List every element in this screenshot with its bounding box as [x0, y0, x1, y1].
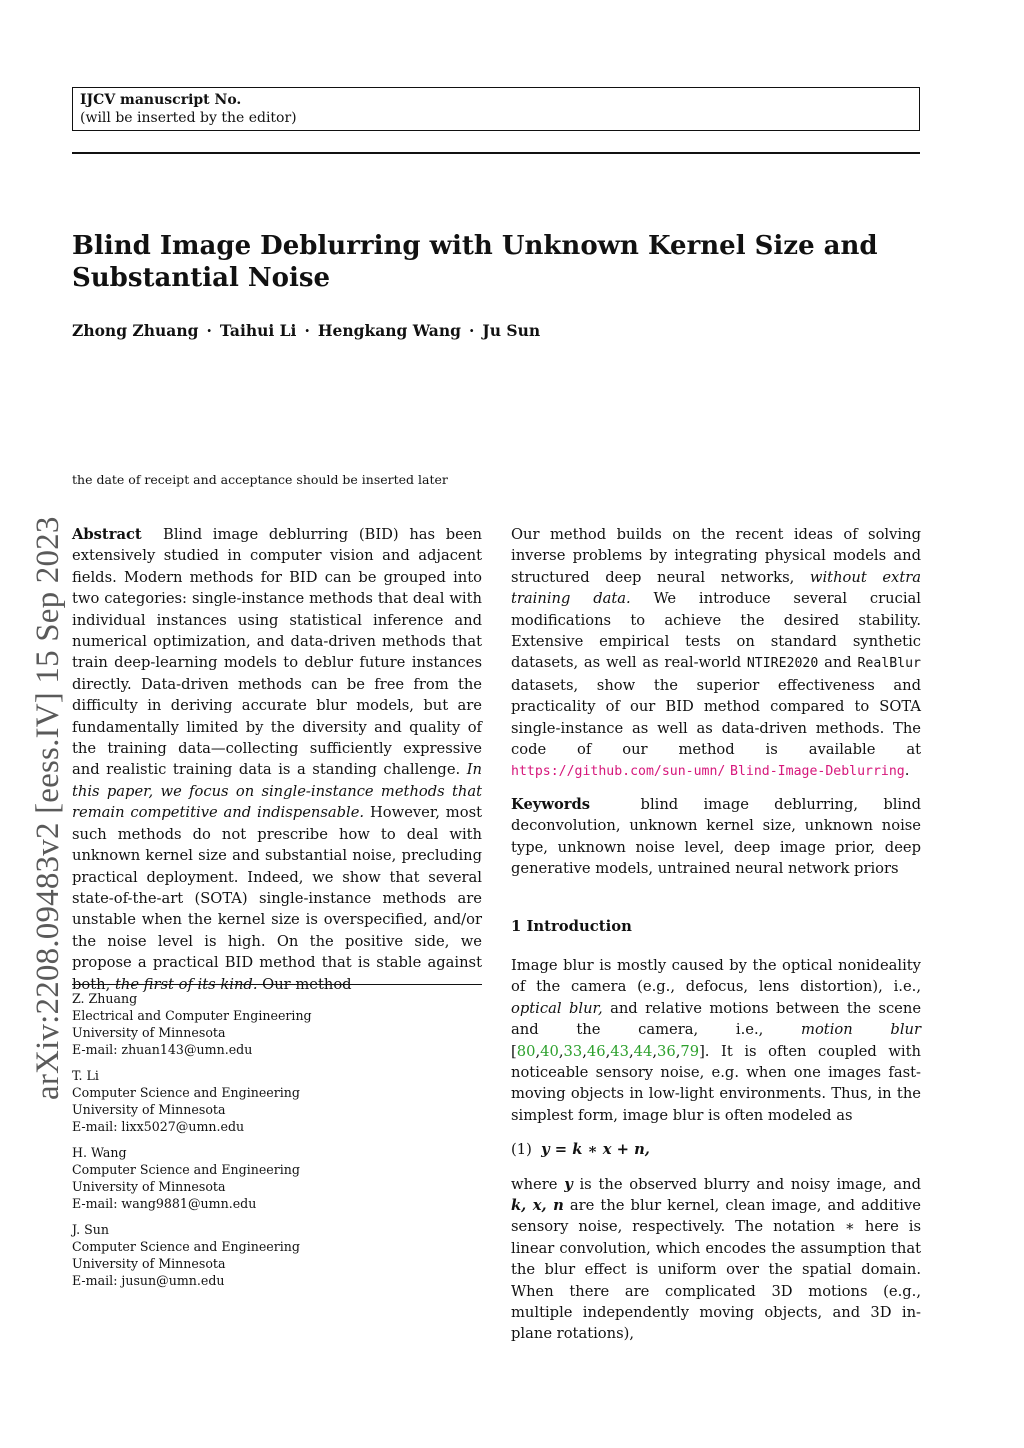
affiliation-name: H. Wang	[72, 1144, 127, 1160]
equation-1	[511, 1139, 921, 1160]
keywords-paragraph	[511, 794, 921, 880]
intro-text: Image blur is mostly caused by the optical nonideality of the camera (e.g., defocus, lens distortion), i.e.,	[511, 956, 921, 996]
affiliation-name: J. Sun	[72, 1221, 109, 1237]
dataset-name: NTIRE2020	[746, 656, 819, 672]
title-line-1: Blind Image Deblurring with Unknown Kernel Size and	[72, 231, 878, 261]
author-separator: ·	[206, 321, 212, 340]
author-list	[72, 321, 540, 340]
manuscript-info-box	[72, 87, 920, 131]
section-heading: 1 Introduction	[511, 917, 632, 935]
abstract-text: We introduce several crucial modifications to achieve the desired stability. Extensive empirical tests on standard synthetic datasets, as well as real-world	[511, 590, 922, 672]
abstract-text: However, most such methods do not prescribe how to deal with unknown kernel size and substantial noise, precluding practical deployment. Indeed, we show that several state-of-the-art (SOTA) single-instance methods are unstable when the kernel size is overspecified, and/or the noise level is high. On the positive side, we propose a practical BID method that is stable against both,	[72, 804, 483, 993]
keywords-text: blind image deblurring, blind deconvolution, unknown kernel size, unknown noise type, unknown noise level, deep image prior, deep generative models, untrained neural network priors	[511, 795, 921, 878]
citation-link[interactable]: 80	[516, 1042, 536, 1060]
citation-group: [80,40,33,46,43,44,36,79].	[511, 1042, 710, 1060]
affiliation-dept: Computer Science and Engineering	[72, 1084, 300, 1100]
abstract-emphasis: In this paper, we focus on single-instance methods that remain competitive and indispensable.	[72, 761, 482, 822]
abstract-left-column	[72, 524, 482, 995]
citation-link[interactable]: 36	[656, 1042, 676, 1060]
arxiv-stamp: arXiv:2208.09483v2 [eess.IV] 15 Sep 2023	[30, 516, 66, 1100]
abstract-text: Blind image deblurring (BID) has been extensively studied in computer vision and adjacent fields. Modern methods for BID can be grouped into two categories: single-instance methods that deal with individual instances using statistical inference and numerical optimization, and data-driven methods that train deep-learning models to deblur future instances directly. Data-driven methods can be free from the difficulty in deriving accurate blur models, but are fundamentally limited by the diversity and quality of the training data—collecting sufficiently expressive and realistic training data is a standing challenge.	[72, 526, 482, 779]
affiliation-block	[72, 990, 482, 1058]
author-name: Ju Sun	[482, 321, 541, 340]
affiliation-dept: Computer Science and Engineering	[72, 1238, 300, 1254]
intro-paragraph	[511, 955, 921, 1126]
affiliation-univ: University of Minnesota	[72, 1102, 226, 1118]
abstract-text-continued: Our method	[262, 975, 352, 993]
author-name: Taihui Li	[219, 321, 297, 340]
intro-text: where	[511, 1175, 558, 1193]
citation-link[interactable]: 40	[540, 1042, 559, 1060]
math-variable: k, x, n	[511, 1196, 564, 1214]
affiliation-email: E-mail: lixx5027@umn.edu	[72, 1119, 245, 1135]
affiliation-block	[72, 1144, 482, 1212]
intro-emphasis: motion blur	[801, 1021, 922, 1039]
affiliation-name: Z. Zhuang	[72, 991, 138, 1006]
affiliation-block	[72, 1221, 482, 1289]
author-name: Zhong Zhuang	[72, 321, 199, 340]
abstract-text: and	[824, 654, 852, 672]
receipt-note: the date of receipt and acceptance should be inserted later	[72, 472, 448, 487]
equation-text: y = k ∗ x + n,	[541, 1141, 650, 1159]
citation-link[interactable]: 44	[633, 1042, 653, 1060]
affiliation-univ: University of Minnesota	[72, 1025, 226, 1041]
abstract-label: Abstract	[72, 526, 142, 543]
intro-emphasis: optical blur,	[511, 999, 603, 1017]
citation-link[interactable]: 46	[586, 1042, 606, 1060]
author-name: Hengkang Wang	[317, 321, 461, 340]
journal-label: IJCV manuscript No.	[80, 92, 242, 108]
intro-text: and relative motions between the scene and the camera, i.e.,	[511, 999, 922, 1039]
citation-link[interactable]: 79	[680, 1042, 700, 1060]
affiliation-email: E-mail: jusun@umn.edu	[72, 1272, 225, 1288]
author-separator: ·	[304, 321, 310, 340]
code-url-link[interactable]: https://github.com/sun-umn/	[511, 764, 726, 780]
title-line-2: Substantial Noise	[72, 263, 331, 293]
intro-paragraph	[511, 1174, 921, 1345]
abstract-text: Our method builds on the recent ideas of solving inverse problems by integrating physical models and structured deep neural networks,	[511, 526, 921, 586]
affiliation-dept: Electrical and Computer Engineering	[72, 1008, 312, 1024]
abstract-period: .	[904, 762, 910, 780]
abstract-paragraph	[72, 524, 482, 995]
paper-title	[72, 230, 932, 294]
citation-link[interactable]: 33	[563, 1042, 583, 1060]
math-variable: y	[564, 1175, 573, 1193]
affiliations	[72, 990, 482, 1298]
dataset-name: RealBlur	[857, 656, 922, 672]
editor-note: (will be inserted by the editor)	[80, 110, 297, 126]
intro-text: is the observed blurry and noisy image, and	[579, 1175, 921, 1193]
right-column	[511, 524, 921, 1345]
header-rule	[72, 152, 920, 154]
affiliation-email: E-mail: wang9881@umn.edu	[72, 1196, 257, 1212]
code-url-link[interactable]: Blind-Image-Deblurring	[730, 764, 905, 780]
abstract-text: datasets, show the superior effectiveness and practicality of our BID method compared to SOTA single-instance as well as data-driven methods. The code of our method is available at	[511, 676, 921, 759]
abstract-emphasis: the first of its kind.	[114, 975, 258, 993]
abstract-continuation	[511, 524, 921, 783]
author-separator: ·	[468, 321, 475, 340]
footnote-rule	[72, 984, 482, 985]
intro-text: are the blur kernel, clean image, and additive sensory noise, respectively. The notation ∗ here is linear convolution, which encodes the assumption that the blur effect is uniform over the spatial domain. When there are complicated 3D motions (e.g., multiple independently moving objects, and 3D in-plane rotations),	[511, 1196, 921, 1343]
equation-number: (1)	[511, 1141, 532, 1159]
citation-link[interactable]: 43	[610, 1042, 629, 1060]
affiliation-univ: University of Minnesota	[72, 1178, 226, 1194]
affiliation-dept: Computer Science and Engineering	[72, 1161, 300, 1177]
affiliation-univ: University of Minnesota	[72, 1255, 226, 1271]
affiliation-email: E-mail: zhuan143@umn.edu	[72, 1042, 253, 1058]
intro-text: It is often coupled with noticeable sensory noise, e.g. when one images fast-moving objects in low-light environments. Thus, in the simplest form, image blur is often modeled as	[511, 1042, 921, 1124]
affiliation-block	[72, 1067, 482, 1135]
abstract-emphasis: without extra training data.	[511, 568, 921, 608]
keywords-label: Keywords	[511, 795, 591, 813]
affiliation-name: T. Li	[72, 1067, 99, 1083]
